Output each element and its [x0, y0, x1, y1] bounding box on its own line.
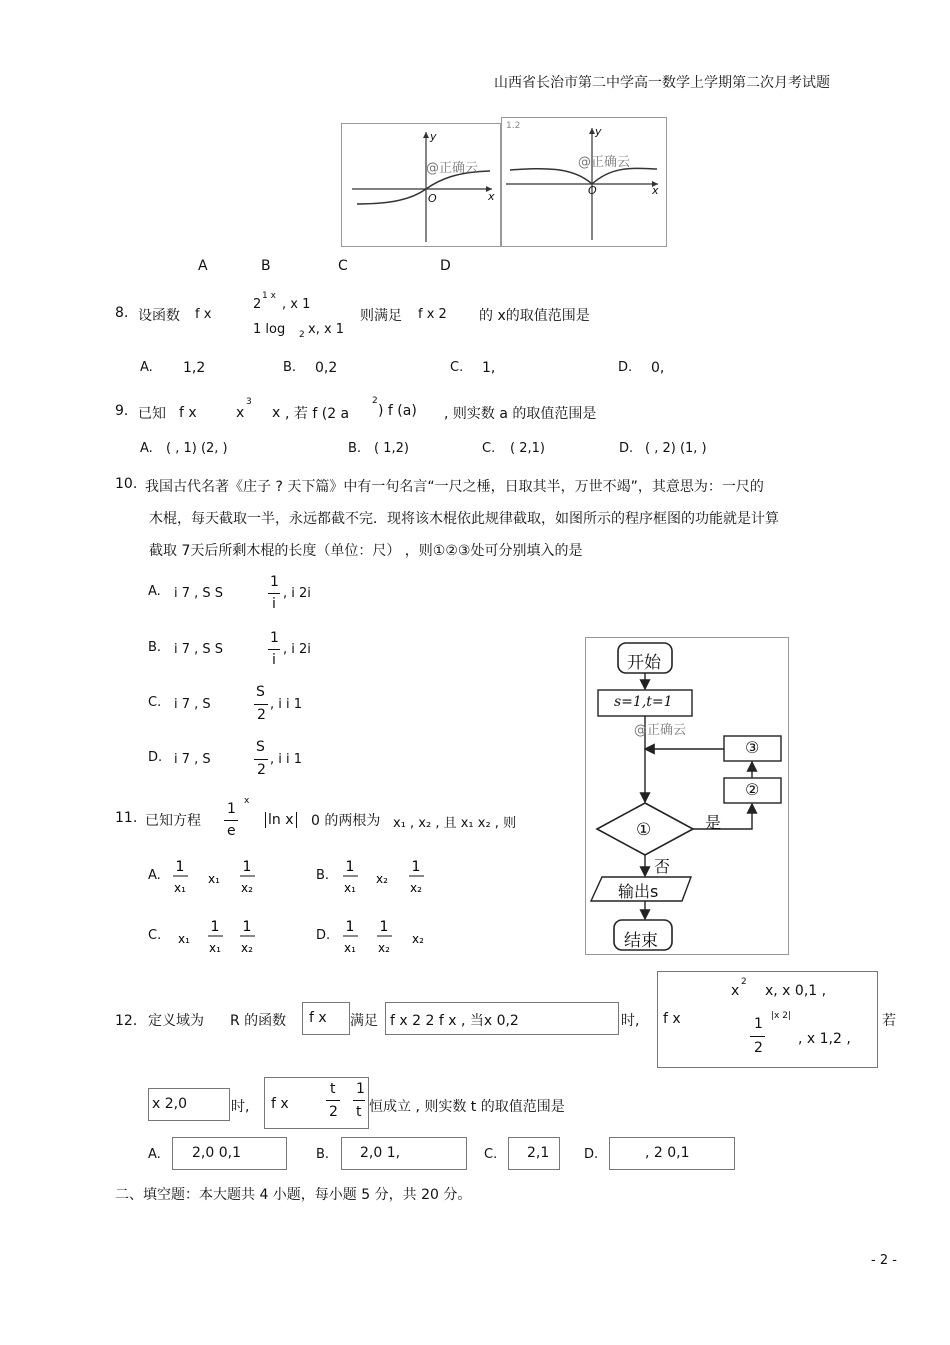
q12-option-b-label: B.: [316, 1147, 330, 1162]
q12-option-c-label: C.: [484, 1147, 498, 1162]
q11-exp: x: [244, 796, 250, 806]
q10-line3: 截取 7天后所剩木棍的长度（单位：尺） ，则①②③处可分别填入的是: [149, 543, 583, 559]
q11-option-a-math: [170, 855, 265, 900]
svg-text:x₂: x₂: [412, 932, 424, 946]
flow-yes: 是: [705, 813, 722, 832]
q8-case2-rest: x, x 1: [308, 322, 345, 337]
q9-option-a-label: A.: [140, 441, 153, 456]
graph-d-corner: 1.2: [506, 121, 521, 131]
flow-output: 输出s: [618, 882, 659, 901]
q8-option-d: 0,: [651, 360, 665, 376]
flow-no: 否: [654, 857, 671, 876]
flow-start: 开始: [627, 653, 661, 673]
svg-text:x₂: x₂: [378, 941, 390, 955]
q9-option-c-label: C.: [482, 441, 496, 456]
q10-option-d-post: , i i 1: [270, 752, 303, 767]
q8-then: 则满足: [360, 308, 402, 324]
q9-option-d: ( , 2) (1, ): [645, 441, 707, 456]
q11-abs: ln x: [265, 812, 297, 828]
q12-option-d-label: D.: [584, 1147, 599, 1162]
svg-text:x₁: x₁: [344, 881, 356, 895]
q10-option-b-bar: [268, 649, 280, 650]
q9-x3: x: [236, 405, 245, 421]
q11-frac-den: e: [227, 823, 236, 839]
q8-option-d-label: D.: [618, 360, 633, 375]
q11-frac-num: 1: [227, 801, 236, 817]
q8-option-c-label: C.: [450, 360, 464, 375]
q9-option-d-label: D.: [619, 441, 634, 456]
flow-cond: ①: [636, 820, 652, 840]
q10-option-a-pre: i 7 , S S: [174, 586, 224, 601]
q12-rel: f x 2 2 f x , 当x 0,2: [390, 1013, 519, 1029]
q12-option-b: 2,0 1,: [360, 1145, 401, 1161]
flow-step2: ②: [745, 780, 760, 799]
q10-option-a-num: 1: [270, 574, 279, 590]
q8-number: 8.: [115, 305, 129, 321]
q7-choice-a: A: [198, 258, 208, 274]
q12-piece1-rest: x, x 0,1 ,: [765, 983, 827, 999]
q9-sup3: 3: [246, 397, 252, 407]
svg-text:1: 1: [345, 859, 355, 875]
q7-choice-c: C: [338, 258, 348, 274]
graph-d-y-label: y: [595, 125, 602, 138]
svg-text:1: 1: [175, 859, 185, 875]
q12-piece1: x: [731, 983, 740, 999]
q12-ineq-1: 1: [356, 1081, 365, 1097]
q11-lead: 已知方程: [145, 813, 201, 829]
q12-option-c: 2,1: [527, 1145, 550, 1161]
q10-option-b-label: B.: [148, 640, 162, 655]
q10-option-a-post: , i 2i: [283, 586, 311, 601]
q11-option-d-expr: [340, 915, 440, 960]
q12-ineq-2: 2: [329, 1104, 338, 1120]
q10-option-c-bar: [254, 704, 268, 705]
q12-piece2-den: 2: [754, 1040, 763, 1056]
q10-option-c-label: C.: [148, 695, 162, 710]
q11-option-a-label: A.: [148, 868, 161, 883]
q8-tail: 的 x的取值范围是: [479, 308, 590, 324]
q12-ineq-t: t: [330, 1081, 336, 1097]
q11-number: 11.: [115, 810, 138, 826]
q8-option-a: 1,2: [183, 360, 206, 376]
svg-text:x₁: x₁: [174, 881, 186, 895]
svg-text:1: 1: [411, 859, 421, 875]
svg-text:x₁: x₁: [344, 941, 356, 955]
q12-piece1-sup: 2: [741, 977, 747, 987]
graph-c-x-label: x: [488, 190, 495, 203]
q12-fx: f x: [309, 1010, 327, 1026]
svg-text:1: 1: [242, 859, 252, 875]
q8-case2-sub: 2: [299, 330, 305, 340]
q10-option-c-num: S: [256, 684, 265, 700]
graph-d-x-label: x: [652, 184, 659, 197]
q9-option-a: ( , 1) (2, ): [166, 441, 228, 456]
q10-option-a-label: A.: [148, 584, 161, 599]
svg-text:x₂: x₂: [410, 881, 422, 895]
section-2-heading: 二、填空题：本大题共 4 小题，每小题 5 分，共 20 分。: [115, 1187, 472, 1203]
q10-option-d-num: S: [256, 739, 265, 755]
svg-text:x₁: x₁: [208, 872, 220, 886]
q11-option-c-expr: [170, 915, 265, 960]
q10-option-c-pre: i 7 , S: [174, 697, 211, 712]
q12-piece2-exp: |x 2|: [771, 1011, 791, 1021]
graph-d-watermark: @正确云: [578, 155, 631, 170]
q8-case1: 2: [253, 297, 262, 312]
q11-option-d-label: D.: [316, 928, 331, 943]
svg-text:1: 1: [379, 919, 389, 935]
q12-when: 时,: [621, 1013, 640, 1029]
svg-text:1: 1: [210, 919, 220, 935]
page-header: 山西省长治市第二中学高一数学上学期第二次月考试题: [494, 75, 830, 91]
q10-option-d-den: 2: [257, 762, 266, 778]
q10-option-a-den: i: [272, 596, 276, 612]
q8-cond: f x 2: [418, 307, 447, 322]
q10-line1: 我国古代名著《庄子 ? 天下篇》中有一句名言“一尺之棰，日取其半，万世不竭”，其意思为：一尺的: [145, 479, 764, 495]
q12-xrange: x 2,0: [152, 1096, 187, 1112]
q9-option-b: ( 1,2): [374, 441, 409, 456]
q9-number: 9.: [115, 403, 129, 419]
q12-option-d: , 2 0,1: [645, 1145, 690, 1161]
flow-step3: ③: [745, 738, 760, 757]
q11-roots: x₁ , x₂ , 且 x₁ x₂ , 则: [393, 816, 517, 831]
q9-sup2: 2: [372, 396, 378, 406]
flowchart: [585, 637, 789, 955]
graph-d-plot: [502, 118, 666, 246]
q11-option-d-math: [340, 915, 440, 960]
q12-ineq-bar2: [353, 1100, 365, 1101]
q11-option-b-math: [340, 855, 435, 900]
q9-cond-pre: , 若 f (2 a: [285, 406, 350, 422]
q12-piece2-num: 1: [754, 1016, 763, 1032]
q8-case2: 1 log: [253, 322, 286, 337]
graph-c: [341, 123, 501, 247]
q10-number: 10.: [115, 476, 138, 492]
q10-option-c-post: , i i 1: [270, 697, 303, 712]
q9-lead: 已知: [138, 406, 166, 422]
graph-d: [501, 117, 667, 247]
flow-end: 结束: [624, 931, 658, 951]
q9-minus-x: x: [272, 405, 281, 421]
svg-text:x₁: x₁: [209, 941, 221, 955]
q12-piece2-bar: [750, 1036, 765, 1037]
q12-piece-f: f x: [663, 1011, 681, 1027]
q8-lead: 设函数: [138, 308, 180, 324]
q9-option-c: ( 2,1): [510, 441, 545, 456]
q9-option-b-label: B.: [348, 441, 362, 456]
graph-c-plot: [342, 124, 500, 246]
q11-frac-bar: [224, 820, 238, 821]
svg-text:x₂: x₂: [241, 941, 253, 955]
q10-line2: 木棍，每天截取一半，永远都截不完．现将该木棍依此规律截取，如图所示的程序框图的功能就是计算: [149, 511, 779, 527]
svg-text:1: 1: [242, 919, 252, 935]
svg-text:1: 1: [345, 919, 355, 935]
svg-text:x₁: x₁: [178, 932, 190, 946]
q9-fx: f x: [179, 405, 197, 421]
graph-d-origin: O: [588, 184, 597, 197]
q8-case1-exp: 1 x: [262, 291, 276, 301]
q11-option-c-math: [170, 915, 265, 960]
graph-c-y-label: y: [430, 130, 437, 143]
q10-option-a-bar: [268, 593, 280, 594]
graph-c-origin: O: [428, 192, 437, 205]
q10-option-d-label: D.: [148, 750, 163, 765]
q12-piece2-rest: , x 1,2 ,: [798, 1031, 851, 1047]
flow-watermark: @正确云: [634, 723, 687, 738]
q12-ineq-bar1: [326, 1100, 340, 1101]
q11-zero: 0 的两根为: [311, 813, 381, 829]
svg-text:x₂: x₂: [376, 872, 388, 886]
q12-number: 12．: [115, 1013, 147, 1029]
q8-case1-cond: , x 1: [282, 297, 311, 312]
q10-option-d-bar: [254, 759, 268, 760]
q12-if: 若: [882, 1013, 896, 1029]
q10-option-c-den: 2: [257, 707, 266, 723]
q11-option-c-label: C.: [148, 928, 162, 943]
q9-tail: , 则实数 a 的取值范围是: [444, 406, 597, 422]
svg-text:x₂: x₂: [241, 881, 253, 895]
q12-lead: 定义域为: [148, 1013, 204, 1029]
q8-f: f x: [195, 307, 212, 322]
q10-option-b-num: 1: [270, 630, 279, 646]
q8-option-b: 0,2: [315, 360, 338, 376]
q12-ineq-f: f x: [271, 1096, 289, 1112]
q7-choice-b: B: [261, 258, 271, 274]
q12-option-a: 2,0 0,1: [192, 1145, 241, 1161]
page-number: - 2 -: [871, 1253, 897, 1268]
flow-init: s=1,t=1: [614, 694, 673, 710]
q12-satisfy: 满足: [350, 1013, 378, 1029]
q12-when2: 时,: [231, 1099, 250, 1115]
q10-option-d-pre: i 7 , S: [174, 752, 211, 767]
q11-option-a-expr: [170, 855, 265, 900]
q9-cond-post: ) f (a): [378, 403, 417, 419]
q10-option-b-post: , i 2i: [283, 642, 311, 657]
q12-option-a-label: A.: [148, 1147, 161, 1162]
q8-option-a-label: A.: [140, 360, 153, 375]
q11-option-b-label: B.: [316, 868, 330, 883]
q10-option-b-pre: i 7 , S S: [174, 642, 224, 657]
q8-option-c: 1,: [482, 360, 496, 376]
q12-R: R 的函数: [230, 1013, 287, 1029]
q12-tail: 恒成立 , 则实数 t 的取值范围是: [369, 1099, 565, 1115]
q7-choice-d: D: [440, 258, 451, 274]
q10-option-b-den: i: [272, 652, 276, 668]
q11-option-b-expr: [340, 855, 435, 900]
q8-option-b-label: B.: [283, 360, 297, 375]
q12-ineq-tden: t: [356, 1104, 362, 1120]
graph-c-watermark: @正确云: [426, 161, 479, 176]
